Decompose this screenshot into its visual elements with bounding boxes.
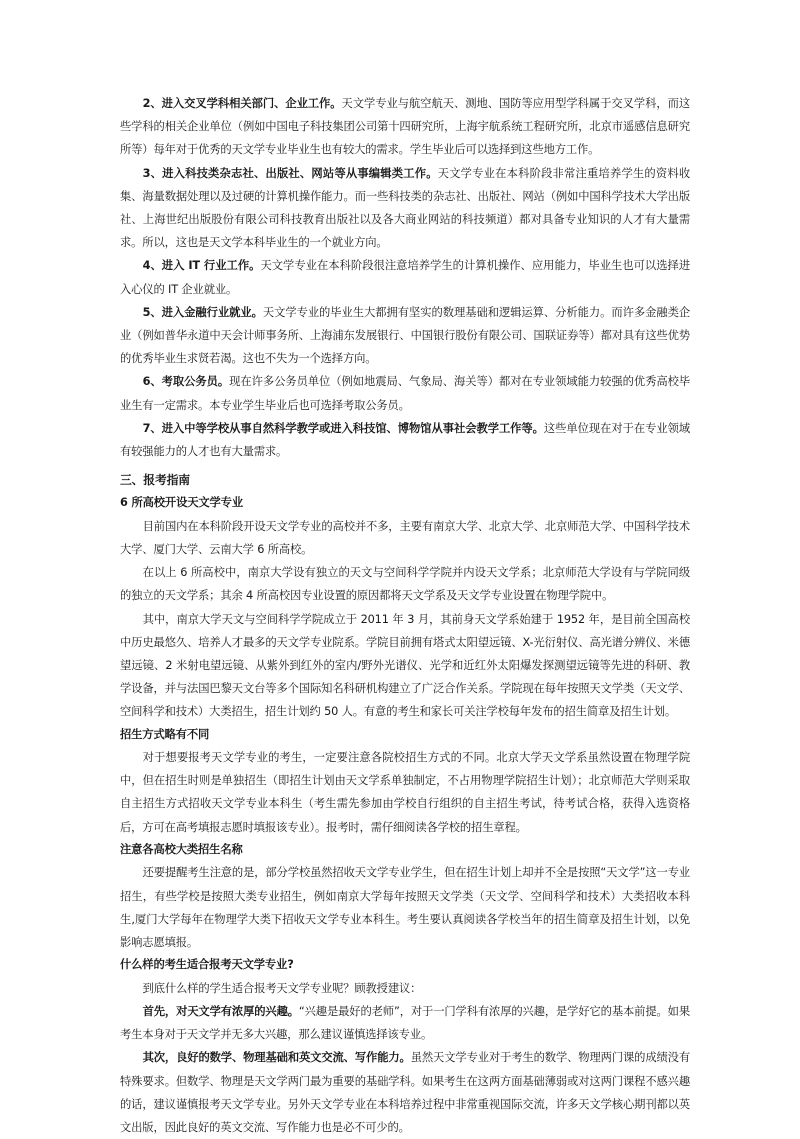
item-text: 天文学专业在本科阶段非常注重培养学生的资料收集、海量数据处理以及过硬的计算机操作能力。而一些科技类的杂志社、出版社、网站（例如中国科学技术大学出版社、上海世纪出版股份有限公司科技教育出版社以及各大商业网站的科技频道）都对具备专业知识的人才有大量需求。所以，这也是天文学本科毕业生的一个就业方向。	[120, 166, 691, 250]
item-text: 现在许多公务员单位（例如地震局、气象局、海关等）都对在专业领域能力较强的优秀高校毕业生有一定需求。本专业学生毕业后也可选择考取公务员。	[120, 375, 690, 412]
paragraph	[120, 1046, 690, 1139]
item-lead: 6、考取公务员。	[142, 375, 230, 389]
paragraph	[120, 1000, 690, 1046]
paragraph: 还要提醒考生注意的是，部分学校虽然招收天文学专业学生，但在招生计划上却并不全是按照“天文学”这一专业招生，有些学校是按照大类专业招生，例如南京大学每年按照天文学类（天文学、空间科学和技术）大类招收本科生,厦门大学每年在物理学大类下招收天文学专业本科生。考生要认真阅读各学校当年的招生简章及招生计划，以免影响志愿填报。	[120, 866, 690, 949]
employment-list	[120, 92, 690, 463]
item-lead: 7、进入中等学校从事自然科学教学或进入科技馆、博物馆从事社会教学工作等。	[142, 421, 544, 435]
list-item	[120, 162, 690, 255]
paragraph-lead: 其次，良好的数学、物理基础和英文交流、写作能力。	[142, 1051, 411, 1065]
paragraph-text: “兴趣是最好的老师”，对于一门学科有浓厚的兴趣，是学好它的基本前提。如果考生本身对于天文学并无多大兴趣，那么建议谨慎选择该专业。	[120, 1004, 690, 1042]
item-lead: 5、进入金融行业就业。	[142, 305, 263, 319]
item-text: 天文学专业的毕业生大都拥有坚实的数理基础和逻辑运算、分析能力。而许多金融类企业（例如普华永道中天会计师事务所、上海浦东发展银行、中国银行股份有限公司、国联证券等）都对具有这些优势的优秀毕业生求贤若渴。这也不失为一个选择方向。	[120, 305, 690, 366]
section-application-guide	[120, 469, 690, 1139]
subheading-universities: 6 所高校开设天文学专业	[120, 496, 243, 510]
paragraph-lead: 首先，对天文学有浓厚的兴趣。	[142, 1004, 299, 1018]
subheading-category-names: 注意各高校大类招生名称	[120, 842, 243, 856]
section-heading: 三、报考指南	[120, 473, 190, 488]
subheading-admission-methods: 招生方式略有不同	[120, 727, 210, 741]
item-text: 天文学专业与航空航天、测地、国防等应用型学科属于交叉学科，而这些学科的相关企业单位（例如中国电子科技集团公司第十四研究所，上海宇航系统工程研究所，北京市遥感信息研究所等）每年对于优秀的天文学专业毕业生也有较大的需求。学生毕业后可以选择到这些地方工作。	[120, 97, 690, 157]
item-lead: 2、进入交叉学科相关部门、企业工作。	[142, 97, 342, 110]
item-text: 天文学专业在本科阶段很注意培养学生的计算机操作、应用能力，毕业生也可以选择进入心仪的 IT 企业就业。	[120, 259, 690, 296]
item-lead: 3、进入科技类杂志社、出版社、网站等从事编辑类工作。	[142, 166, 438, 180]
list-item	[120, 417, 690, 463]
list-item	[120, 254, 690, 300]
list-item	[120, 92, 690, 162]
list-item	[120, 370, 690, 416]
item-lead: 4、进入 IT 行业工作。	[142, 259, 261, 273]
paragraph: 到底什么样的学生适合报考天文学专业呢？顾教授建议：	[142, 981, 422, 995]
paragraph-text: 虽然天文学专业对于考生的数学、物理两门课的成绩没有特殊要求。但数学、物理是天文学两门最为重要的基础学科。如果考生在这两方面基础薄弱或对这两门课程不感兴趣的话，建议谨慎报考天文学专业。另外天文学专业在本科培养过程中非常重视国际交流，许多天文学核心期刊都以英文出版，因此良好的英文交流、写作能力也是必不可少的。	[120, 1051, 690, 1134]
paragraph: 其中，南京大学天文与空间科学学院成立于 2011 年 3 月，其前身天文学系始建于 1952 年，是目前全国高校中历史最悠久、培养人才最多的天文学专业院系。学院目前拥有塔式太阳望远镜、X-光衍射仪、高光谱分辨仪、米德望远镜、2 米射电望远镜、从紫外到红外的室内/野外光谱仪、光学和近红外太阳爆发探测望远镜等先进的科研、教学设备，并与法国巴黎天文台等多个国际知名科研机构建立了广泛合作关系。学院现在每年按照天文学类（天文学、空间科学和技术）大类招生，招生计划约 50 人。有意的考生和家长可关注学校每年发布的招生简章及招生计划。	[120, 612, 690, 719]
list-item	[120, 301, 690, 371]
subheading-suitable-students: 什么样的考生适合报考天文学专业?	[120, 958, 294, 972]
paragraph: 目前国内在本科阶段开设天文学专业的高校并不多，主要有南京大学、北京大学、北京师范大学、中国科学技术大学、厦门大学、云南大学 6 所高校。	[120, 519, 690, 556]
item-text: 这些单位现在对于在专业领域有较强能力的人才也有大量需求。	[120, 421, 690, 459]
paragraph: 在以上 6 所高校中，南京大学设有独立的天文与空间科学学院并内设天文学系；北京师范大学设有与学院同级的独立的天文学系；其余 4 所高校因专业设置的原因都将天文学系及天文学专业设置在物理学院中。	[120, 566, 690, 603]
paragraph: 对于想要报考天文学专业的考生，一定要注意各院校招生方式的不同。北京大学天文学系虽然设置在物理学院中，但在招生时则是单独招生（即招生计划由天文学系单独制定，不占用物理学院招生计划）；北京师范大学则采取自主招生方式招收天文学专业本科生（考生需先参加由学校自行组织的自主招生考试，待考试合格，获得入选资格后，方可在高考填报志愿时填报该专业）。报考时，需仔细阅读各学校的招生章程。	[120, 751, 690, 834]
